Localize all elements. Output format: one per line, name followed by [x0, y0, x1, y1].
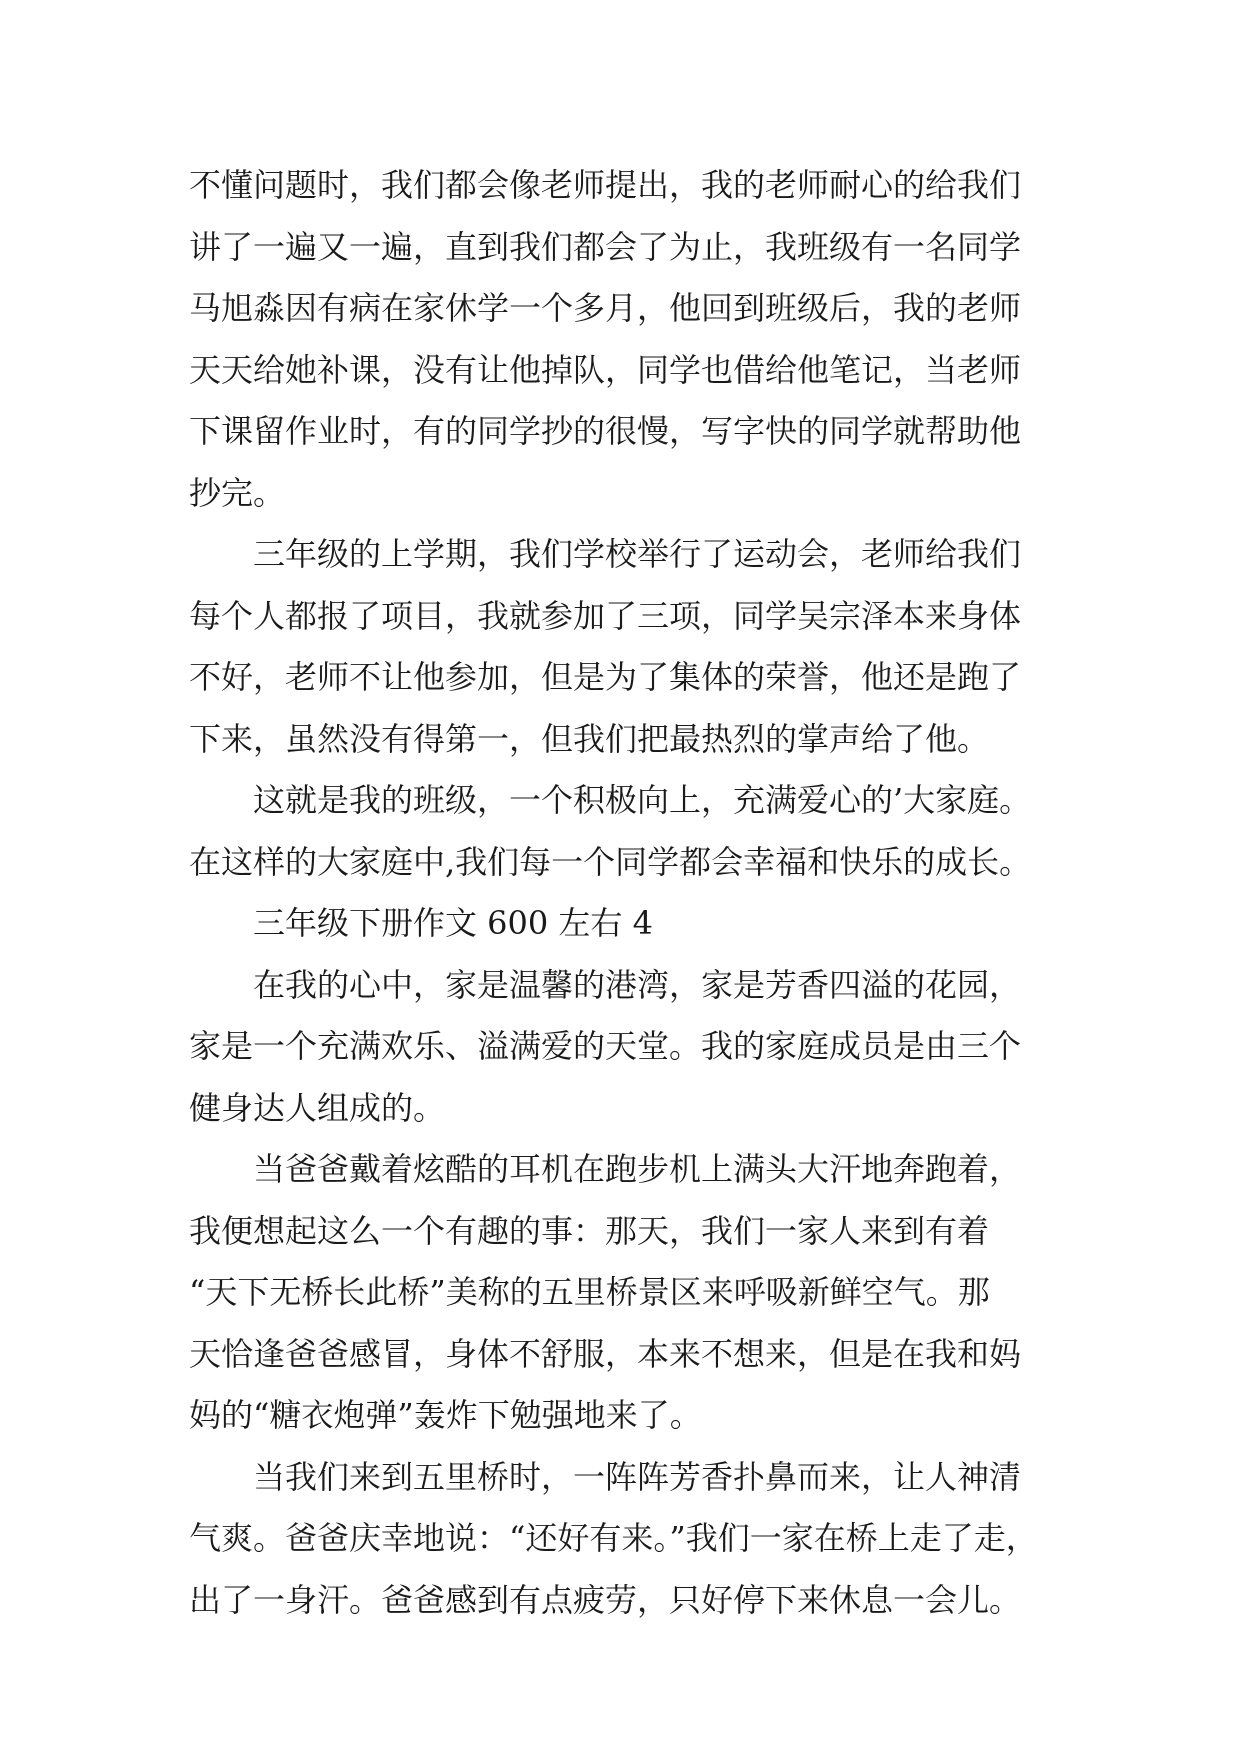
section-heading: 三年级下册作文 600 左右 4 [253, 904, 653, 942]
text-line: 在这样的大家庭中,我们每一个同学都会幸福和快乐的成长。 [189, 842, 1032, 881]
text-line: 健身达人组成的。 [189, 1088, 446, 1127]
text-line: 家是一个充满欢乐、溢满爱的天堂。我的家庭成员是由三个 [189, 1027, 1022, 1065]
body-text [189, 155, 1059, 1631]
text-line: 天天给她补课，没有让他掉队，同学也借给他笔记，当老师 [189, 350, 1022, 389]
text-line: 天恰逢爸爸感冒，身体不舒服，本来不想来，但是在我和妈 [189, 1334, 1022, 1373]
text-line: 当爸爸戴着炫酷的耳机在跑步机上满头大汗地奔跑着， [253, 1150, 1022, 1188]
text-line: 我便想起这么一个有趣的事：那天，我们一家人来到有着 [189, 1211, 990, 1250]
text-line: 每个人都报了项目，我就参加了三项，同学吴宗泽本来身体 [189, 596, 1022, 635]
text-line: 不懂问题时，我们都会像老师提出，我的老师耐心的给我们 [189, 166, 1022, 204]
text-line: 这就是我的班级，一个积极向上，充满爱心的’大家庭。 [253, 781, 1032, 819]
text-line: 在我的心中，家是温馨的港湾，家是芳香四溢的花园， [253, 965, 1022, 1004]
text-line: 不好，老师不让他参加，但是为了集体的荣誉，他还是跑了 [189, 658, 1022, 696]
text-line: 出了一身汗。爸爸感到有点疲劳，只好停下来休息一会儿。 [189, 1580, 1022, 1619]
text-line: 三年级的上学期，我们学校举行了运动会，老师给我们 [253, 535, 1022, 573]
text-line: 下课留作业时，有的同学抄的很慢，写字快的同学就帮助他 [189, 412, 1022, 450]
text-line: 妈的“糖衣炮弹”轰炸下勉强地来了。 [189, 1396, 702, 1434]
text-line: “天下无桥长此桥”美称的五里桥景区来呼吸新鲜空气。那 [189, 1273, 990, 1311]
text-line: 讲了一遍又一遍，直到我们都会了为止，我班级有一名同学 [189, 227, 1022, 266]
text-line: 当我们来到五里桥时，一阵阵芳香扑鼻而来，让人神清 [253, 1457, 1022, 1496]
text-line: 马旭淼因有病在家休学一个多月，他回到班级后，我的老师 [189, 289, 1022, 327]
text-line: 气爽。爸爸庆幸地说：“还好有来。”我们一家在桥上走了走， [189, 1519, 1038, 1557]
text-line: 抄完。 [189, 473, 286, 512]
text-line: 下来，虽然没有得第一，但我们把最热烈的掌声给了他。 [189, 719, 990, 758]
